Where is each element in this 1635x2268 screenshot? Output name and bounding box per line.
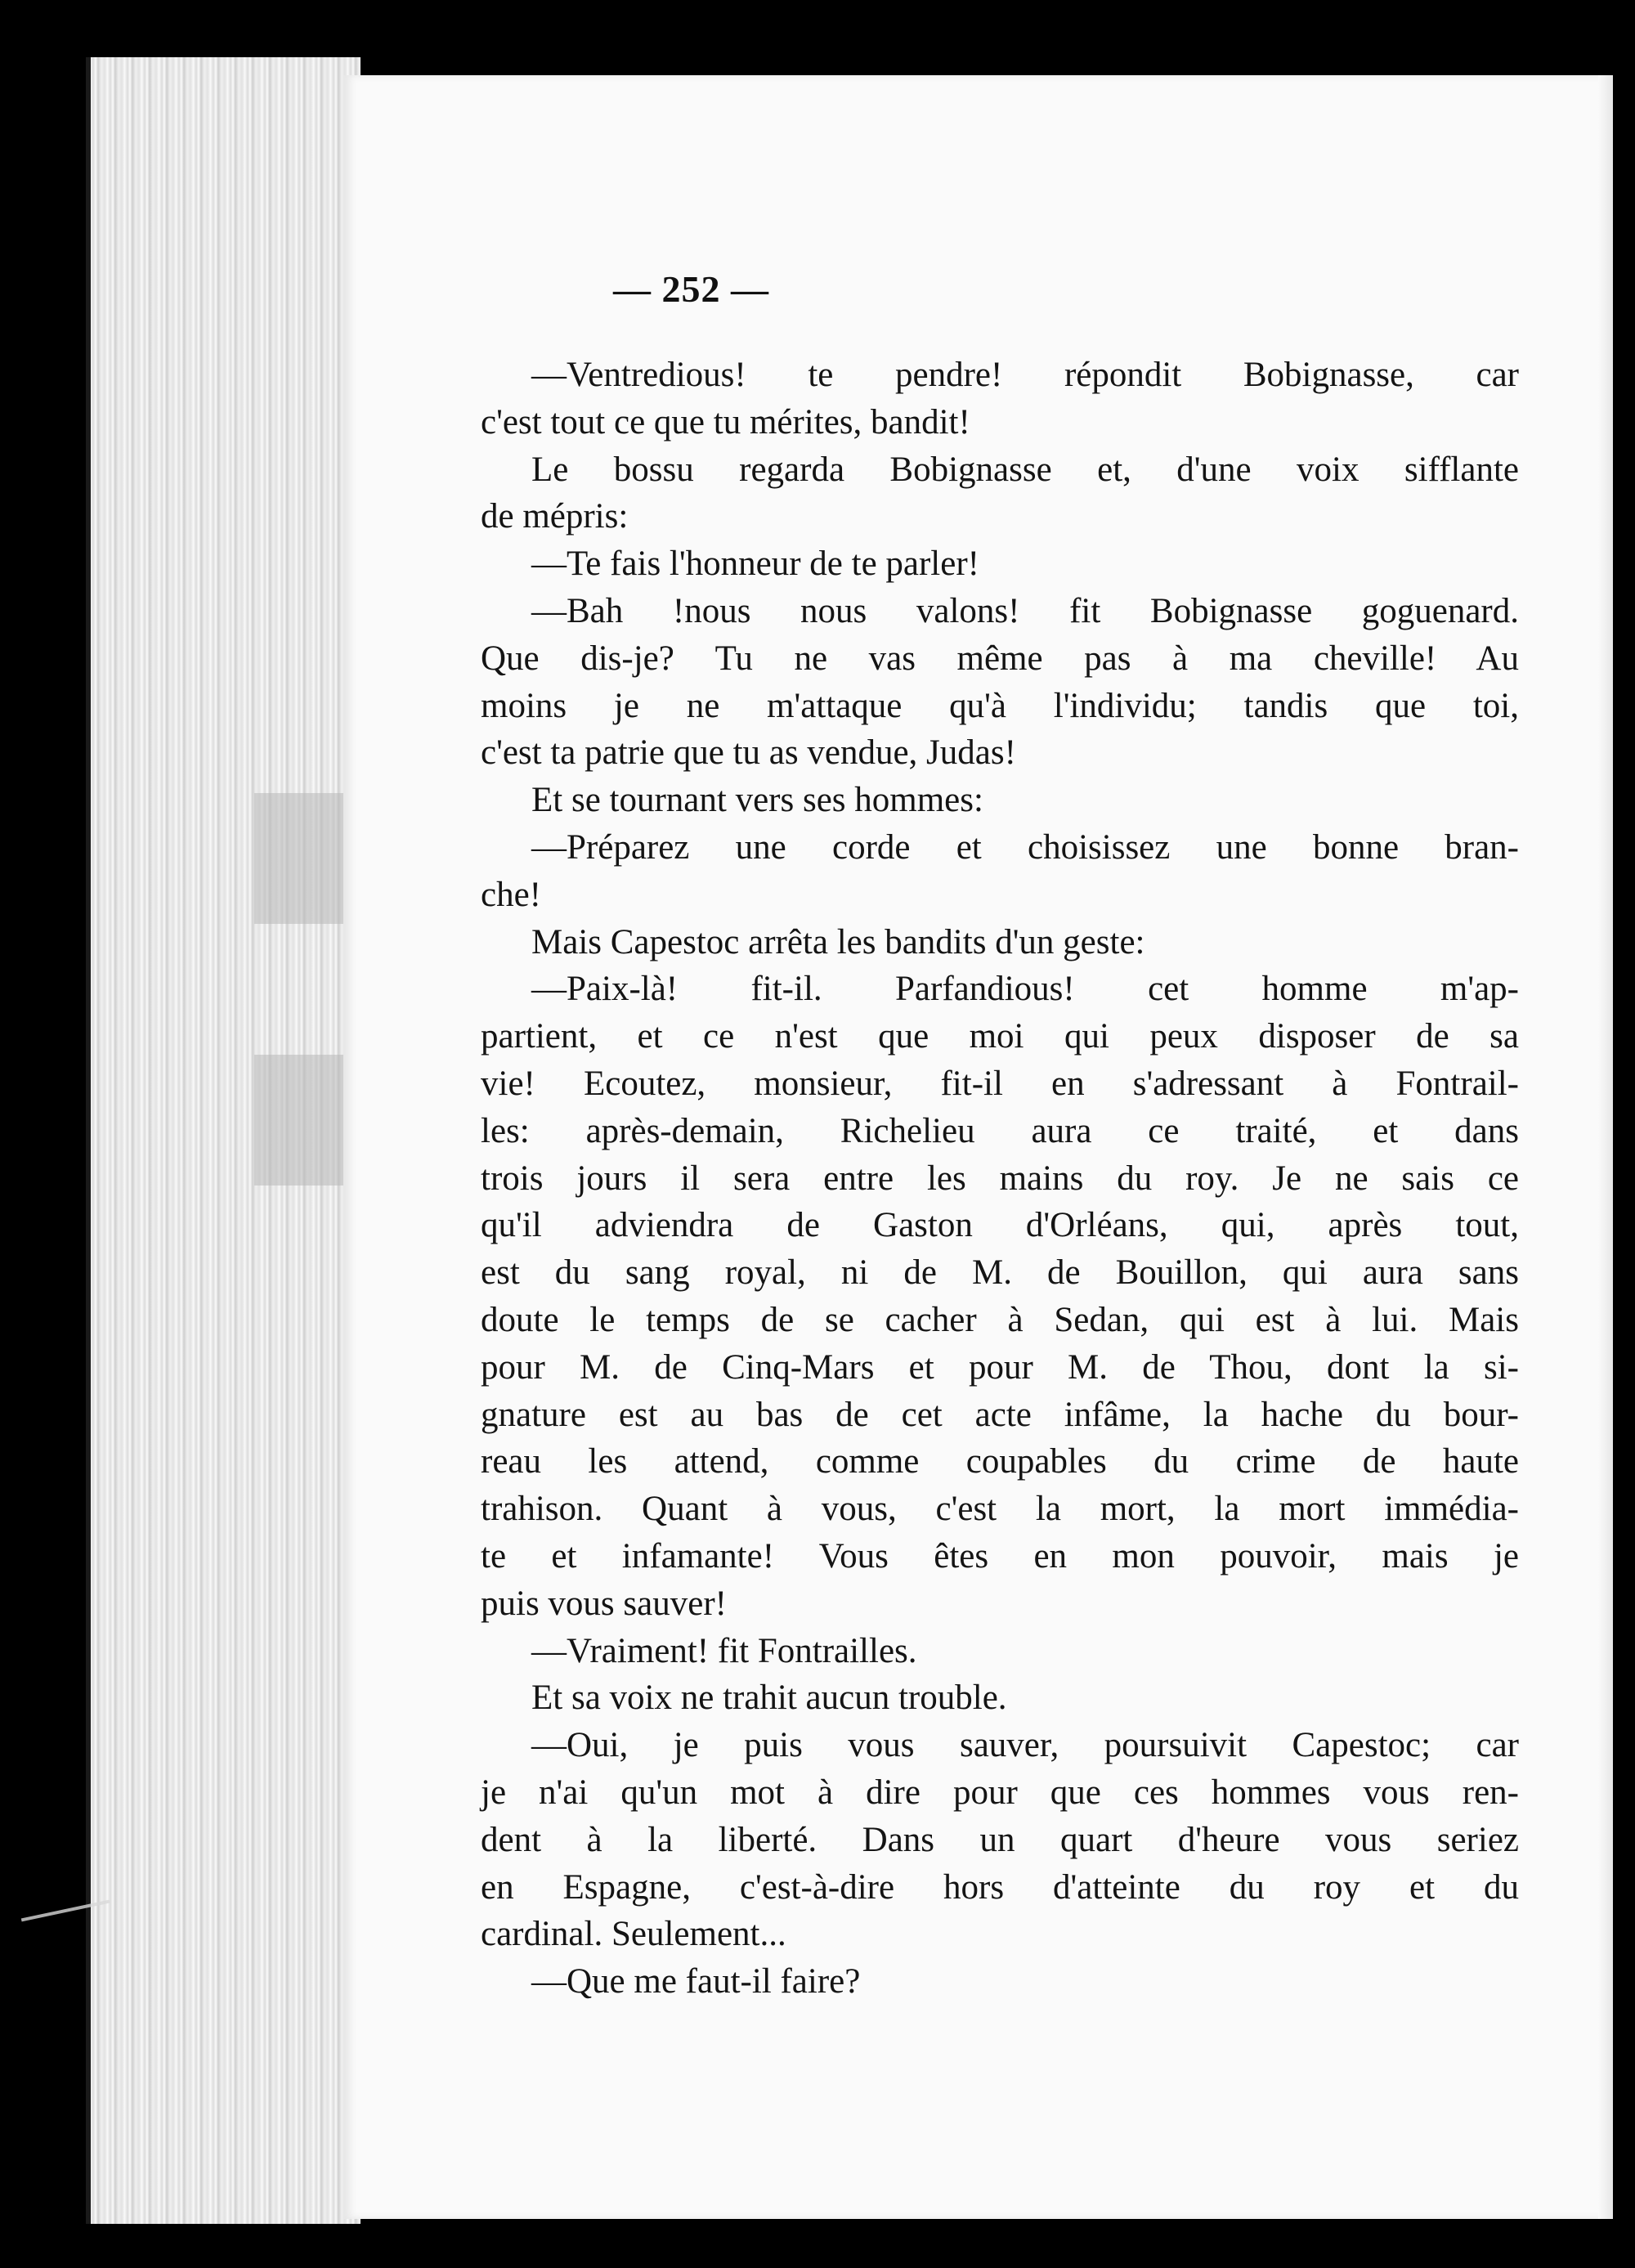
text-line: pour M. de Cinq-Mars et pour M. de Thou, dont la si- bbox=[481, 1347, 1519, 1387]
text-line: te et infamante! Vous êtes en mon pouvoir, mais je bbox=[481, 1536, 1519, 1575]
text-line: —Vraiment! fit Fontrailles. bbox=[531, 1631, 917, 1670]
text-line: je n'ai qu'un mot à dire pour que ces hommes vous ren- bbox=[481, 1773, 1519, 1812]
text-line: —Te fais l'honneur de te parler! bbox=[531, 545, 979, 584]
text-line: partient, et ce n'est que moi qui peux disposer de sa bbox=[481, 1017, 1519, 1056]
book-page bbox=[343, 75, 1613, 2219]
text-line: doute le temps de se cacher à Sedan, qui est à lui. Mais bbox=[481, 1300, 1519, 1339]
text-line: trahison. Quant à vous, c'est la mort, la mort immédia- bbox=[481, 1490, 1519, 1529]
text-line: de mépris: bbox=[481, 497, 629, 536]
text-line: moins je ne m'attaque qu'à l'individu; tandis que toi, bbox=[481, 686, 1519, 725]
text-line: reau les attend, comme coupables du crime de haute bbox=[481, 1442, 1519, 1481]
text-line: qu'il adviendra de Gaston d'Orléans, qui, après tout, bbox=[481, 1206, 1519, 1245]
text-line: Que dis-je? Tu ne vas même pas à ma cheville! Au bbox=[481, 639, 1519, 678]
text-line: vie! Ecoutez, monsieur, fit-il en s'adressant à Fontrail- bbox=[481, 1064, 1519, 1103]
book-page-edges bbox=[86, 57, 361, 2224]
text-line: c'est ta patrie que tu as vendue, Judas! bbox=[481, 733, 1016, 773]
text-line: en Espagne, c'est-à-dire hors d'atteinte du roy et du bbox=[481, 1867, 1519, 1907]
text-line: c'est tout ce que tu mérites, bandit! bbox=[481, 402, 970, 441]
text-line: dent à la liberté. Dans un quart d'heure vous seriez bbox=[481, 1820, 1519, 1859]
page-right-edge bbox=[1598, 75, 1613, 2219]
text-line: che! bbox=[481, 875, 541, 914]
text-line: Mais Capestoc arrêta les bandits d'un geste: bbox=[531, 922, 1145, 961]
text-line: Et sa voix ne trahit aucun trouble. bbox=[531, 1679, 1007, 1718]
text-line: —Préparez une corde et choisissez une bonne bran- bbox=[531, 827, 1519, 867]
text-line: puis vous sauver! bbox=[481, 1584, 727, 1623]
text-line: les: après-demain, Richelieu aura ce traité, et dans bbox=[481, 1111, 1519, 1150]
text-line: gnature est au bas de cet acte infâme, la hache du bour- bbox=[481, 1395, 1519, 1434]
text-line: —Ventredious! te pendre! répondit Bobignasse, car bbox=[531, 356, 1519, 394]
page-number: — 252 — bbox=[613, 268, 769, 310]
text-line: est du sang royal, ni de M. de Bouillon, qui aura sans bbox=[481, 1253, 1519, 1293]
text-line: Et se tournant vers ses hommes: bbox=[531, 781, 983, 820]
text-line: trois jours il sera entre les mains du roy. Je ne sais ce bbox=[481, 1159, 1519, 1198]
text-line: —Paix-là! fit-il. Parfandious! cet homme m'ap- bbox=[531, 970, 1519, 1009]
text-line: —Que me faut-il faire? bbox=[531, 1962, 861, 2001]
text-line: Le bossu regarda Bobignasse et, d'une voix sifflante bbox=[531, 450, 1519, 489]
page-body-text bbox=[481, 352, 1519, 2006]
text-line: —Oui, je puis vous sauver, poursuivit Capestoc; car bbox=[531, 1726, 1519, 1765]
text-line: cardinal. Seulement... bbox=[481, 1915, 786, 1954]
text-line: —Bah !nous nous valons! fit Bobignasse goguenard. bbox=[531, 591, 1519, 630]
